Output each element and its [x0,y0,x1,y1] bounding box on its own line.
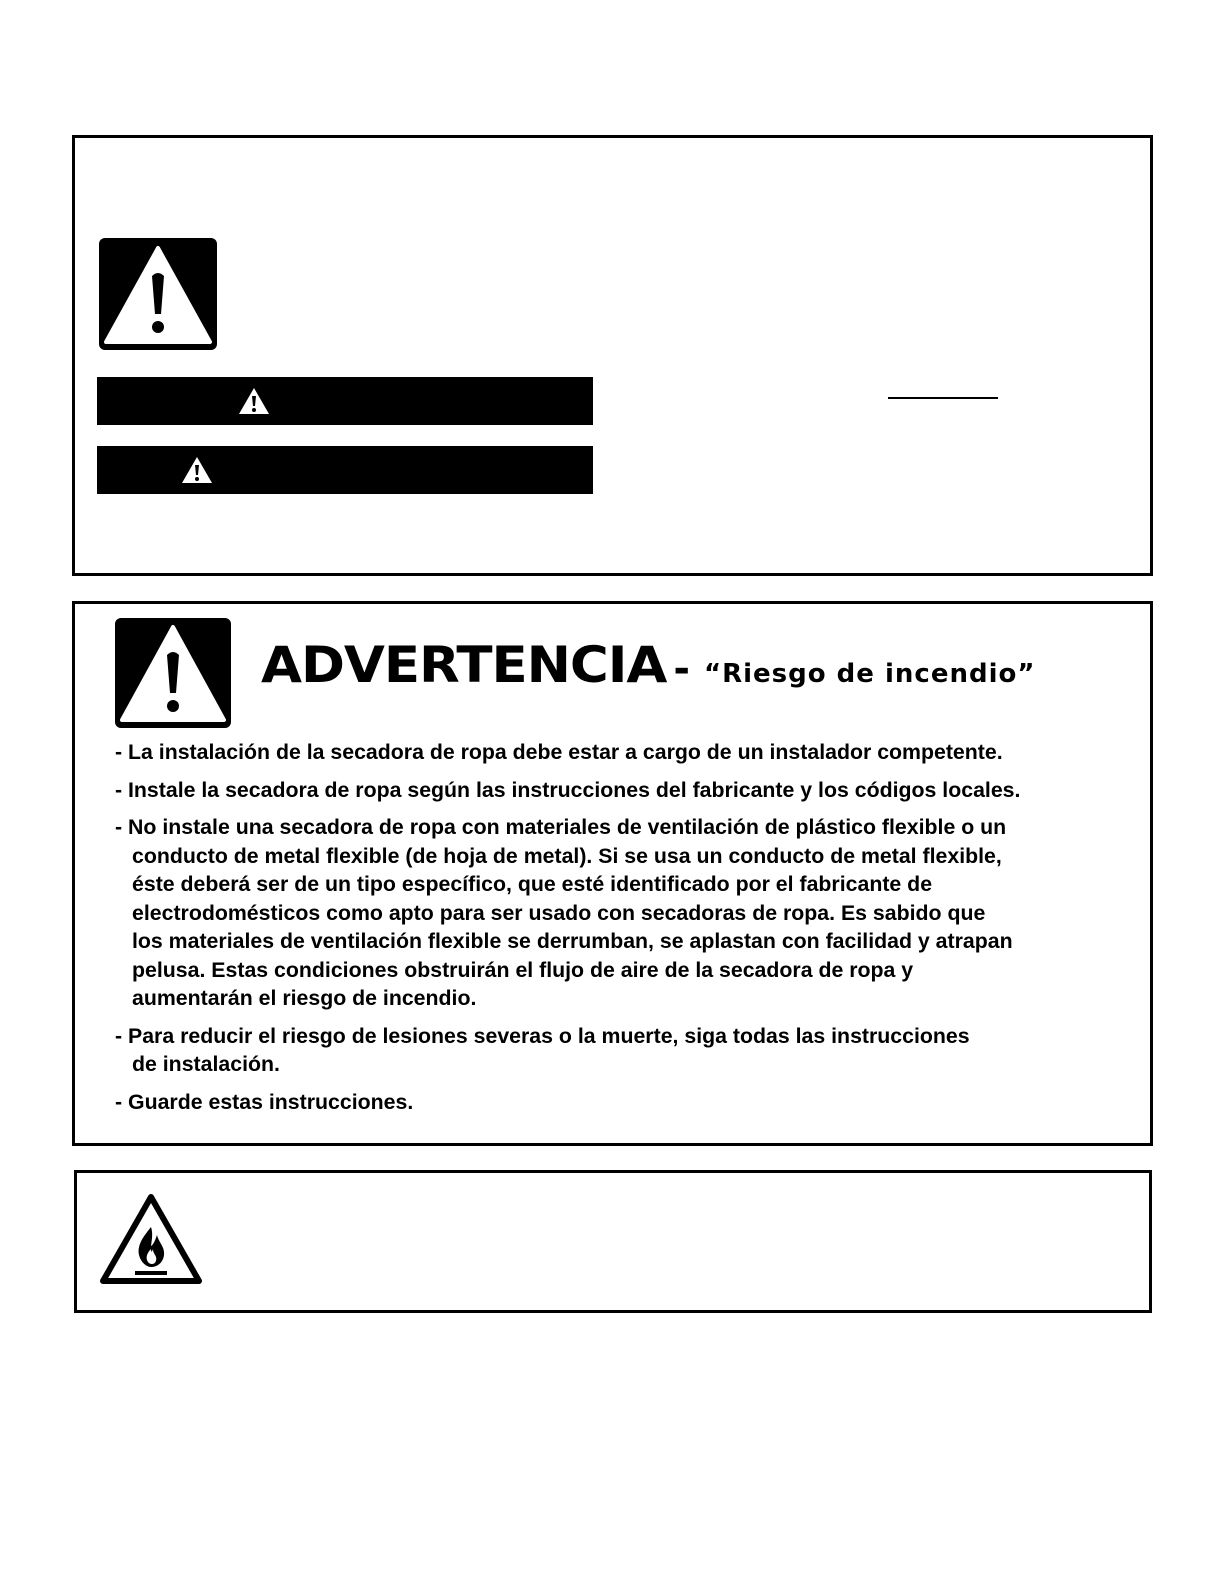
warning-signal-bar [97,446,593,494]
warning-title-subtitle: “Riesgo de incendio” [704,659,1036,689]
warning-title-main: ADVERTENCIA [261,636,667,694]
warning-title [261,636,1035,694]
fire-warning-box [72,601,1153,1146]
alert-triangle-icon [238,387,270,415]
list-item: - No instale una secadora de ropa con materiales de ventilación de plástico flexible o un conducto de metal flexible (de hoja de metal). Si se usa un conducto de metal flexible, éste deberá ser de un tipo específico, que esté identificado por el fabricante de electrodomésticos como apto para ser usado con secadoras de ropa. Es sabido que los materiales de ventilación flexible se derrumban, se aplastan con facilidad y atrapan pelusa. Estas condiciones obstruirán el flujo de aire de la secadora de ropa y aumentarán el riesgo de incendio. [115,815,1013,1010]
safety-alert-icon [99,238,217,350]
list-item: - La instalación de la secadora de ropa debe estar a cargo de un instalador competente. [115,740,1003,764]
list-item: - Instale la secadora de ropa según las instrucciones del fabricante y los códigos locales. [115,777,1021,802]
alert-triangle-icon [181,456,213,484]
warning-triangle-icon [115,618,231,728]
flammable-notice-box [74,1170,1152,1313]
list-item: - Para reducir el riesgo de lesiones severas o la muerte, siga todas las instrucciones de instalación. [115,1023,970,1076]
safety-notice-box [72,135,1153,576]
warning-title-dash: - [673,646,691,692]
warning-instructions-list [115,738,1135,1125]
danger-signal-bar [97,377,593,425]
list-item: - Guarde estas instrucciones. [115,1089,414,1114]
underline-rule [888,397,998,399]
fire-hazard-icon [97,1191,205,1289]
